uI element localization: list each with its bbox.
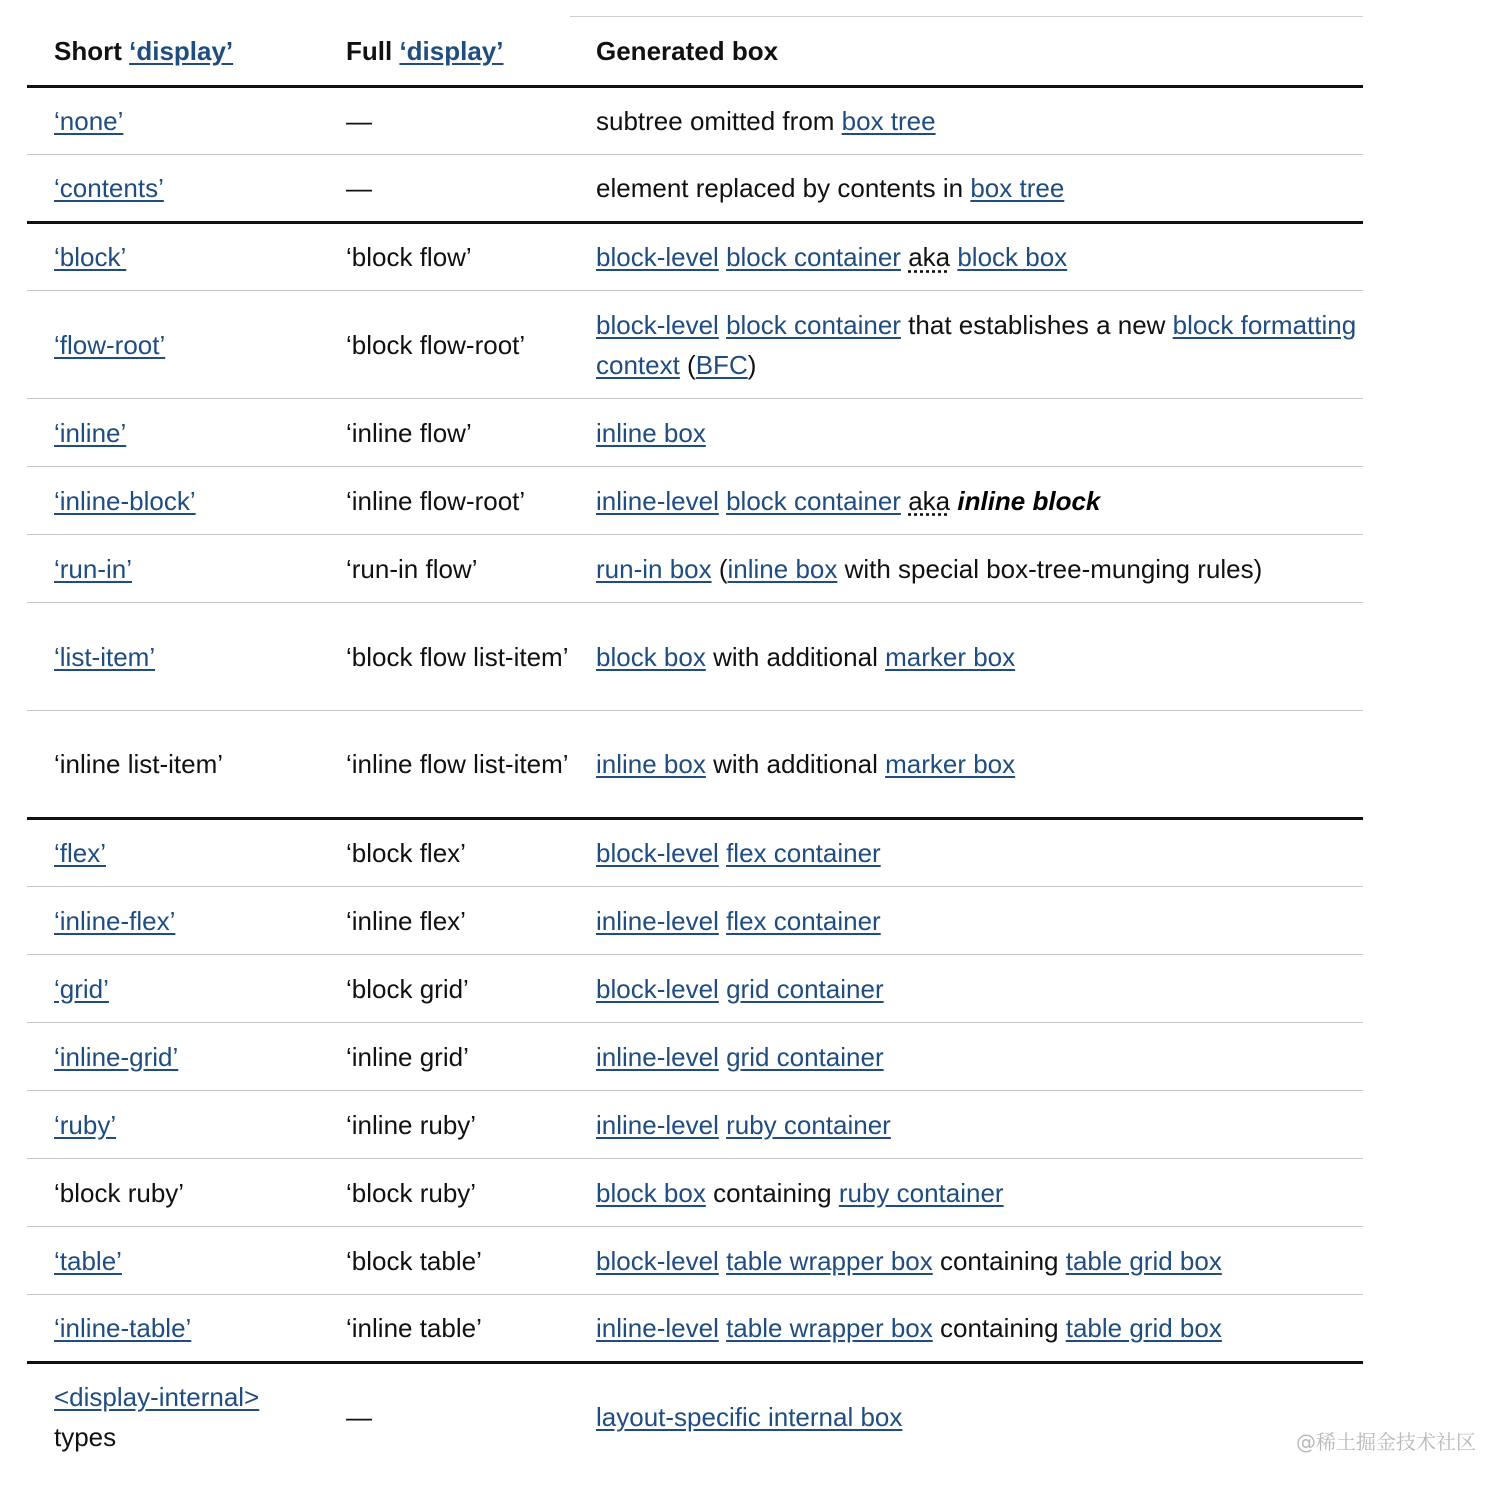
term-link[interactable]: block formatting context bbox=[596, 309, 1357, 380]
short-value-link[interactable]: <display-internal> bbox=[54, 1382, 260, 1413]
generated-box-cell bbox=[569, 887, 1363, 955]
generated-box-cell bbox=[569, 603, 1363, 711]
generated-box-cell bbox=[569, 223, 1363, 291]
term-link[interactable]: block-level bbox=[596, 1245, 719, 1276]
table-row bbox=[27, 1295, 1363, 1363]
full-display-cell: ‘block table’ bbox=[319, 1227, 569, 1295]
term-link[interactable]: flex container bbox=[726, 905, 881, 936]
short-value-link[interactable]: ‘ruby’ bbox=[54, 1109, 117, 1140]
short-value-link[interactable]: ‘inline-block’ bbox=[54, 485, 196, 516]
short-value-link[interactable]: ‘inline-flex’ bbox=[54, 905, 176, 936]
short-value-link[interactable]: ‘none’ bbox=[54, 106, 124, 136]
text-fragment: element replaced by contents in bbox=[596, 173, 971, 203]
short-display-cell bbox=[27, 1295, 319, 1363]
term-link[interactable]: table wrapper box bbox=[726, 1313, 933, 1343]
term-link[interactable]: block box bbox=[957, 242, 1068, 272]
term-link[interactable]: layout-specific internal box bbox=[596, 1402, 903, 1433]
table-row bbox=[27, 711, 1363, 819]
term-link[interactable]: grid container bbox=[726, 973, 884, 1004]
term-link[interactable]: block box bbox=[596, 1177, 706, 1208]
full-display-cell: ‘block flow list-item’ bbox=[319, 603, 569, 711]
short-display-cell bbox=[27, 223, 319, 291]
generated-box-cell bbox=[569, 1091, 1363, 1159]
short-value-link[interactable]: ‘inline-grid’ bbox=[54, 1041, 179, 1072]
generated-box-cell bbox=[569, 1227, 1363, 1295]
table-row bbox=[27, 1159, 1363, 1227]
short-display-cell bbox=[27, 535, 319, 603]
text-fragment: ( bbox=[711, 553, 728, 584]
full-display-cell: ‘inline ruby’ bbox=[319, 1091, 569, 1159]
term-link[interactable]: inline-level bbox=[596, 1109, 719, 1140]
table-row bbox=[27, 1363, 1363, 1471]
table-row bbox=[27, 399, 1363, 467]
term-link[interactable]: block-level bbox=[596, 309, 719, 340]
term-link[interactable]: box tree bbox=[841, 106, 936, 136]
term-link[interactable]: inline-level bbox=[596, 1041, 719, 1072]
text-fragment bbox=[719, 310, 726, 340]
term-link[interactable]: box tree bbox=[970, 173, 1065, 203]
display-link[interactable]: ‘display’ bbox=[399, 36, 504, 66]
short-display-cell bbox=[27, 1023, 319, 1091]
short-value-link[interactable]: ‘inline-table’ bbox=[54, 1313, 192, 1343]
text-fragment bbox=[719, 1246, 726, 1276]
term-link[interactable]: block-level bbox=[596, 838, 719, 868]
short-display-cell bbox=[27, 87, 319, 155]
table-body bbox=[27, 87, 1363, 1471]
short-display-cell bbox=[27, 291, 319, 399]
text-fragment: with additional bbox=[705, 749, 886, 779]
full-display-cell: — bbox=[346, 1402, 372, 1433]
full-display-cell: — bbox=[319, 87, 569, 155]
short-display-cell bbox=[27, 1363, 319, 1471]
term-link[interactable]: inline box bbox=[596, 417, 706, 448]
text-fragment: ) bbox=[747, 349, 757, 380]
term-link[interactable]: table grid box bbox=[1065, 1313, 1222, 1343]
header-generated-box: Generated box bbox=[569, 17, 1363, 87]
short-value-link[interactable]: ‘grid’ bbox=[54, 973, 109, 1004]
table-row bbox=[27, 467, 1363, 535]
header-short-display: Short ‘display’ bbox=[27, 17, 319, 87]
text-fragment: subtree omitted from bbox=[596, 106, 842, 136]
generated-box-cell bbox=[569, 819, 1363, 887]
generated-box-cell bbox=[569, 1023, 1363, 1091]
short-display-cell bbox=[27, 467, 319, 535]
full-display-cell: ‘block grid’ bbox=[319, 955, 569, 1023]
short-display-cell bbox=[27, 711, 319, 819]
generated-box-cell bbox=[569, 955, 1363, 1023]
short-display-cell bbox=[27, 399, 319, 467]
term-link[interactable]: table grid box bbox=[1065, 1245, 1222, 1276]
term-link[interactable]: inline box bbox=[727, 553, 838, 584]
table-row bbox=[27, 955, 1363, 1023]
short-value: ‘block ruby’ bbox=[54, 1177, 185, 1208]
text-fragment: containing bbox=[932, 1245, 1066, 1276]
text-fragment: containing bbox=[705, 1177, 839, 1208]
table-row bbox=[27, 1091, 1363, 1159]
full-display-cell: ‘run-in flow’ bbox=[319, 535, 569, 603]
abbr-aka: aka bbox=[908, 242, 951, 272]
short-value-link[interactable]: ‘contents’ bbox=[54, 173, 164, 203]
term-link[interactable]: block container bbox=[726, 485, 901, 516]
term-link[interactable]: grid container bbox=[726, 1041, 884, 1072]
table-row bbox=[27, 155, 1363, 223]
term-link[interactable]: table wrapper box bbox=[726, 1245, 933, 1276]
text-fragment bbox=[719, 1110, 726, 1140]
full-display-cell: ‘block flow-root’ bbox=[319, 291, 569, 399]
full-display-cell: ‘block flow’ bbox=[319, 223, 569, 291]
text-fragment bbox=[719, 242, 726, 272]
display-values-table bbox=[27, 17, 1363, 1471]
text-fragment: ( bbox=[679, 349, 696, 380]
term-link[interactable]: marker box bbox=[885, 749, 1016, 779]
full-display-cell: ‘inline flow list-item’ bbox=[319, 711, 569, 819]
table-row bbox=[27, 535, 1363, 603]
short-display-cell bbox=[27, 603, 319, 711]
full-display-cell: ‘inline flow-root’ bbox=[319, 467, 569, 535]
table-row bbox=[27, 887, 1363, 955]
table-row bbox=[27, 1023, 1363, 1091]
generated-box-cell bbox=[569, 399, 1363, 467]
term-link[interactable]: inline-level bbox=[596, 1313, 719, 1343]
generated-box-cell bbox=[569, 87, 1363, 155]
full-display-cell: ‘inline grid’ bbox=[319, 1023, 569, 1091]
table-header-row bbox=[27, 17, 1363, 87]
short-value-link[interactable]: ‘flow-root’ bbox=[54, 329, 166, 360]
text-fragment bbox=[719, 974, 726, 1004]
table-row bbox=[27, 819, 1363, 887]
text-fragment: with special box-tree-munging rules) bbox=[837, 553, 1263, 584]
generated-box-cell bbox=[569, 1363, 1363, 1471]
term-definition: inline block bbox=[957, 485, 1101, 516]
full-display-cell: ‘inline flow’ bbox=[319, 399, 569, 467]
text-fragment bbox=[719, 906, 726, 936]
term-link[interactable]: marker box bbox=[885, 641, 1016, 672]
short-display-cell bbox=[27, 155, 319, 223]
short-display-cell bbox=[27, 887, 319, 955]
text-fragment bbox=[719, 838, 726, 868]
short-display-cell bbox=[27, 955, 319, 1023]
generated-box-cell bbox=[569, 291, 1363, 399]
text-fragment bbox=[719, 1313, 726, 1343]
table-row bbox=[27, 87, 1363, 155]
text-fragment bbox=[719, 486, 726, 516]
header-full-display: Full ‘display’ bbox=[319, 17, 569, 87]
term-link[interactable]: inline-level bbox=[596, 485, 719, 516]
short-value-suffix: types bbox=[54, 1422, 117, 1453]
short-value-link[interactable]: ‘flex’ bbox=[54, 838, 107, 868]
short-display-cell bbox=[27, 1091, 319, 1159]
term-link[interactable]: block container bbox=[726, 242, 901, 272]
short-value-link[interactable]: ‘run-in’ bbox=[54, 553, 133, 584]
short-value-link[interactable]: ‘inline’ bbox=[54, 417, 127, 448]
display-link[interactable]: ‘display’ bbox=[129, 36, 234, 66]
watermark: @稀土掘金技术社区 bbox=[1296, 1430, 1476, 1454]
generated-box-cell bbox=[569, 535, 1363, 603]
term-link[interactable]: BFC bbox=[695, 349, 748, 380]
table-row bbox=[27, 291, 1363, 399]
full-display-cell: ‘block flex’ bbox=[319, 819, 569, 887]
term-link[interactable]: run-in box bbox=[596, 553, 712, 584]
term-link[interactable]: block-level bbox=[596, 242, 719, 272]
full-display-cell: ‘block ruby’ bbox=[319, 1159, 569, 1227]
short-value: ‘inline list-item’ bbox=[54, 749, 224, 779]
term-link[interactable]: block-level bbox=[596, 973, 719, 1004]
generated-box-cell bbox=[569, 1159, 1363, 1227]
term-link[interactable]: block container bbox=[726, 309, 901, 340]
generated-box-cell bbox=[569, 155, 1363, 223]
text-fragment: that establishes a new bbox=[900, 309, 1173, 340]
term-link[interactable]: ruby container bbox=[838, 1177, 1004, 1208]
generated-box-cell bbox=[569, 1295, 1363, 1363]
text-fragment: with additional bbox=[705, 641, 886, 672]
term-link[interactable]: inline box bbox=[596, 749, 706, 779]
generated-box-cell bbox=[569, 467, 1363, 535]
short-value-link[interactable]: ‘table’ bbox=[54, 1245, 122, 1276]
short-value-link[interactable]: ‘list-item’ bbox=[54, 641, 156, 672]
short-display-cell bbox=[27, 1159, 319, 1227]
short-display-cell bbox=[27, 1227, 319, 1295]
table-row bbox=[27, 223, 1363, 291]
term-link[interactable]: flex container bbox=[726, 838, 881, 868]
full-display-cell: — bbox=[319, 155, 569, 223]
table-row bbox=[27, 1227, 1363, 1295]
short-display-cell bbox=[27, 819, 319, 887]
term-link[interactable]: inline-level bbox=[596, 905, 719, 936]
short-value-link[interactable]: ‘block’ bbox=[54, 242, 127, 272]
generated-box-cell bbox=[569, 711, 1363, 819]
text-fragment: containing bbox=[932, 1313, 1066, 1343]
full-display-cell: ‘inline flex’ bbox=[319, 887, 569, 955]
table-row bbox=[27, 603, 1363, 711]
abbr-aka: aka bbox=[908, 485, 951, 516]
term-link[interactable]: ruby container bbox=[726, 1109, 891, 1140]
term-link[interactable]: block box bbox=[596, 641, 706, 672]
text-fragment bbox=[719, 1042, 726, 1072]
full-display-cell: ‘inline table’ bbox=[319, 1295, 569, 1363]
